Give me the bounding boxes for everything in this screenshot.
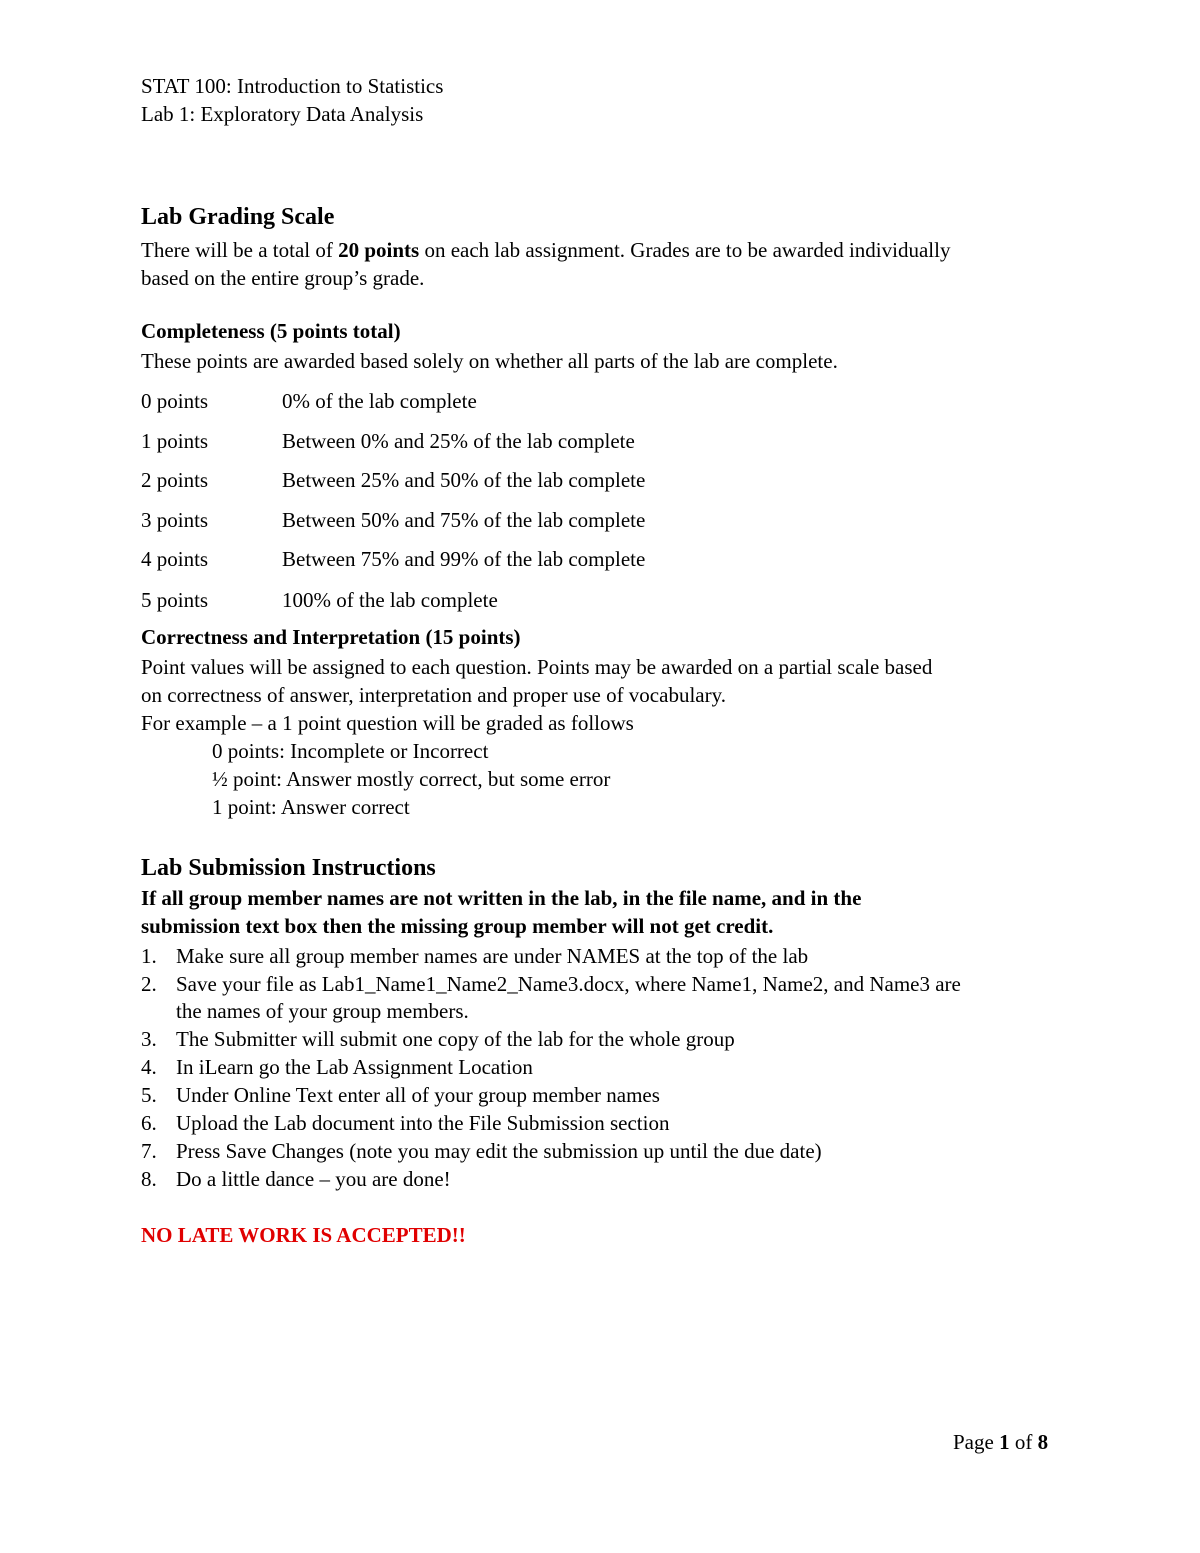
scale-points: 2 points (141, 468, 209, 492)
step-number: 8. (141, 1167, 157, 1191)
step-text: Do a little dance – you are done! (176, 1167, 451, 1191)
step-text: Make sure all group member names are under NAMES at the top of the lab (176, 944, 809, 968)
correctness-line: Point values will be assigned to each question. Points may be awarded on a partial scale based (141, 655, 933, 679)
step-text: Under Online Text enter all of your group member names (176, 1083, 660, 1107)
step-item (141, 1137, 822, 1165)
grading-intro-pre: There will be a total of (141, 238, 339, 262)
grading-intro-post: on each lab assignment. Grades are to be awarded individually (419, 238, 951, 262)
step-text: Save your file as Lab1_Name1_Name2_Name3.docx, where Name1, Name2, and Name3 are (176, 972, 961, 996)
grading-heading: Lab Grading Scale (141, 204, 335, 230)
step-item (141, 1025, 735, 1053)
scale-row (141, 586, 498, 614)
step-item (141, 1081, 660, 1109)
step-text: Press Save Changes (note you may edit the submission up until the due date) (176, 1139, 822, 1163)
submission-warning-line2: submission text box then the missing group member will not get credit. (141, 914, 774, 938)
scale-points: 3 points (141, 508, 209, 532)
scale-description: 0% of the lab complete (282, 389, 477, 413)
step-number: 7. (141, 1139, 157, 1163)
step-number: 6. (141, 1111, 157, 1135)
completeness-description: These points are awarded based solely on whether all parts of the lab are complete. (141, 349, 838, 373)
step-text: Upload the Lab document into the File Submission section (176, 1111, 670, 1135)
lab-title: Lab 1: Exploratory Data Analysis (141, 102, 424, 126)
scale-description: Between 0% and 25% of the lab complete (282, 429, 635, 453)
correctness-line: For example – a 1 point question will be graded as follows (141, 711, 634, 735)
of-word: of (1009, 1430, 1038, 1454)
scale-row (141, 387, 477, 415)
step-number: 5. (141, 1083, 157, 1107)
scale-row (141, 506, 645, 534)
scale-points: 5 points (141, 588, 209, 612)
total-pages: 8 (1037, 1430, 1049, 1454)
grading-intro-bold: 20 points (338, 238, 420, 262)
step-item (141, 1165, 451, 1193)
step-item (141, 942, 808, 970)
scale-points: 0 points (141, 389, 209, 413)
submission-warning-line1: If all group member names are not written in the lab, in the file name, and in the (141, 886, 862, 910)
step-text: the names of your group members. (176, 999, 469, 1023)
step-number: 1. (141, 944, 157, 968)
grading-intro-line2: based on the entire group’s grade. (141, 266, 425, 290)
step-item (141, 1109, 669, 1137)
submission-heading: Lab Submission Instructions (141, 855, 436, 881)
scale-row (141, 427, 635, 455)
example-line: 1 point: Answer correct (212, 795, 410, 819)
step-item (141, 997, 469, 1025)
current-page: 1 (999, 1430, 1010, 1454)
page-word: Page (953, 1430, 1000, 1454)
page-number (953, 1428, 1048, 1456)
scale-row (141, 545, 645, 573)
step-text: The Submitter will submit one copy of the lab for the whole group (176, 1027, 735, 1051)
grading-intro (141, 236, 950, 264)
scale-description: Between 25% and 50% of the lab complete (282, 468, 646, 492)
scale-row (141, 466, 645, 494)
step-number: 2. (141, 972, 157, 996)
step-number: 3. (141, 1027, 157, 1051)
example-line: ½ point: Answer mostly correct, but some error (212, 767, 611, 791)
step-item (141, 970, 961, 998)
step-text: In iLearn go the Lab Assignment Location (176, 1055, 533, 1079)
scale-points: 4 points (141, 547, 209, 571)
course-title: STAT 100: Introduction to Statistics (141, 74, 444, 98)
scale-description: 100% of the lab complete (282, 588, 498, 612)
correctness-line: on correctness of answer, interpretation and proper use of vocabulary. (141, 683, 726, 707)
step-number: 4. (141, 1055, 157, 1079)
correctness-heading: Correctness and Interpretation (15 points) (141, 625, 521, 649)
scale-description: Between 50% and 75% of the lab complete (282, 508, 646, 532)
completeness-heading: Completeness (5 points total) (141, 319, 401, 343)
example-line: 0 points: Incomplete or Incorrect (212, 739, 489, 763)
scale-description: Between 75% and 99% of the lab complete (282, 547, 646, 571)
step-item (141, 1053, 533, 1081)
scale-points: 1 points (141, 429, 209, 453)
late-work-notice: NO LATE WORK IS ACCEPTED!! (141, 1223, 466, 1247)
